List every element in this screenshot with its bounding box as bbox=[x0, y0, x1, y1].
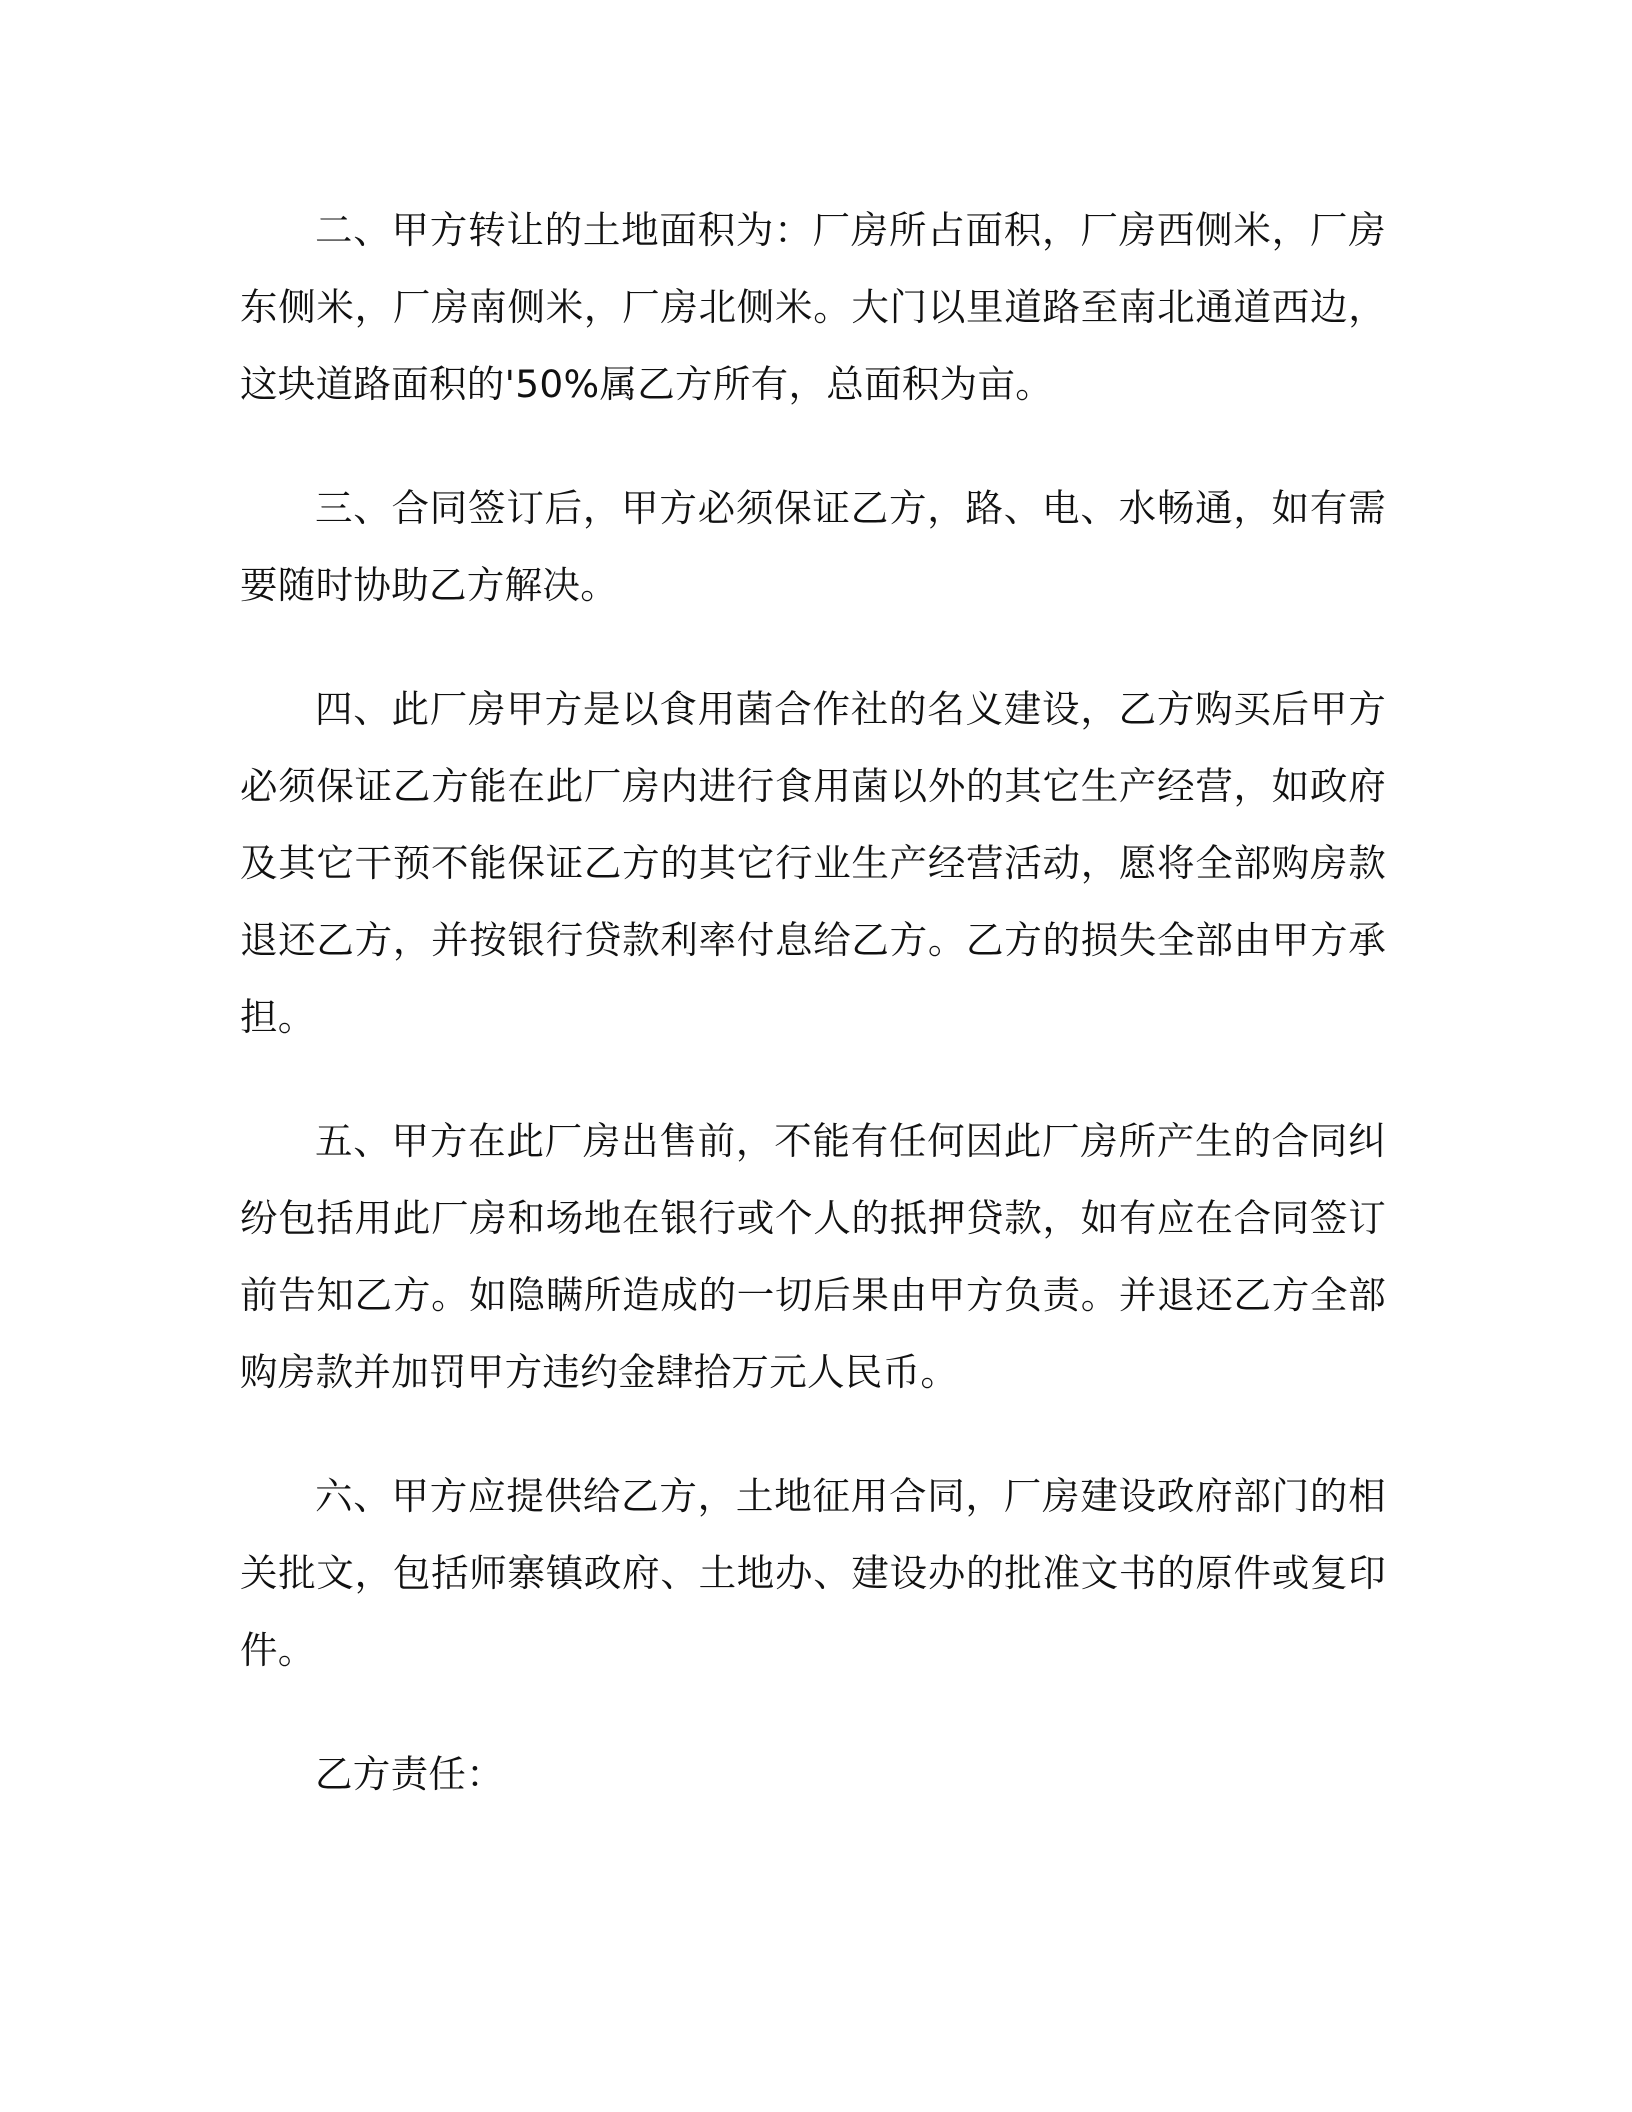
clause-6-paragraph: 六、甲方应提供给乙方，土地征用合同，厂房建设政府部门的相关批文，包括师寨镇政府、土地办、建设办的批准文书的原件或复印件。 bbox=[240, 1474, 1386, 1672]
clause-3-paragraph: 三、合同签订后，甲方必须保证乙方，路、电、水畅通，如有需要随时协助乙方解决。 bbox=[240, 486, 1386, 607]
document-body bbox=[240, 192, 1386, 1860]
clause-2-paragraph: 二、甲方转让的土地面积为：厂房所占面积，厂房西侧米，厂房东侧米，厂房南侧米，厂房北侧米。大门以里道路至南北通道西边，这块道路面积的'50%属乙方所有，总面积为亩。 bbox=[240, 208, 1386, 406]
party-b-responsibility-heading: 乙方责任： bbox=[315, 1752, 504, 1796]
clause-4-paragraph: 四、此厂房甲方是以食用菌合作社的名义建设，乙方购买后甲方必须保证乙方能在此厂房内进行食用菌以外的其它生产经营，如政府及其它干预不能保证乙方的其它行业生产经营活动，愿将全部购房款退还乙方，并按银行贷款利率付息给乙方。乙方的损失全部由甲方承担。 bbox=[240, 687, 1386, 1039]
clause-5-paragraph: 五、甲方在此厂房出售前，不能有任何因此厂房所产生的合同纠纷包括用此厂房和场地在银行或个人的抵押贷款，如有应在合同签订前告知乙方。如隐瞒所造成的一切后果由甲方负责。并退还乙方全部购房款并加罚甲方违约金肆拾万元人民币。 bbox=[240, 1119, 1386, 1394]
